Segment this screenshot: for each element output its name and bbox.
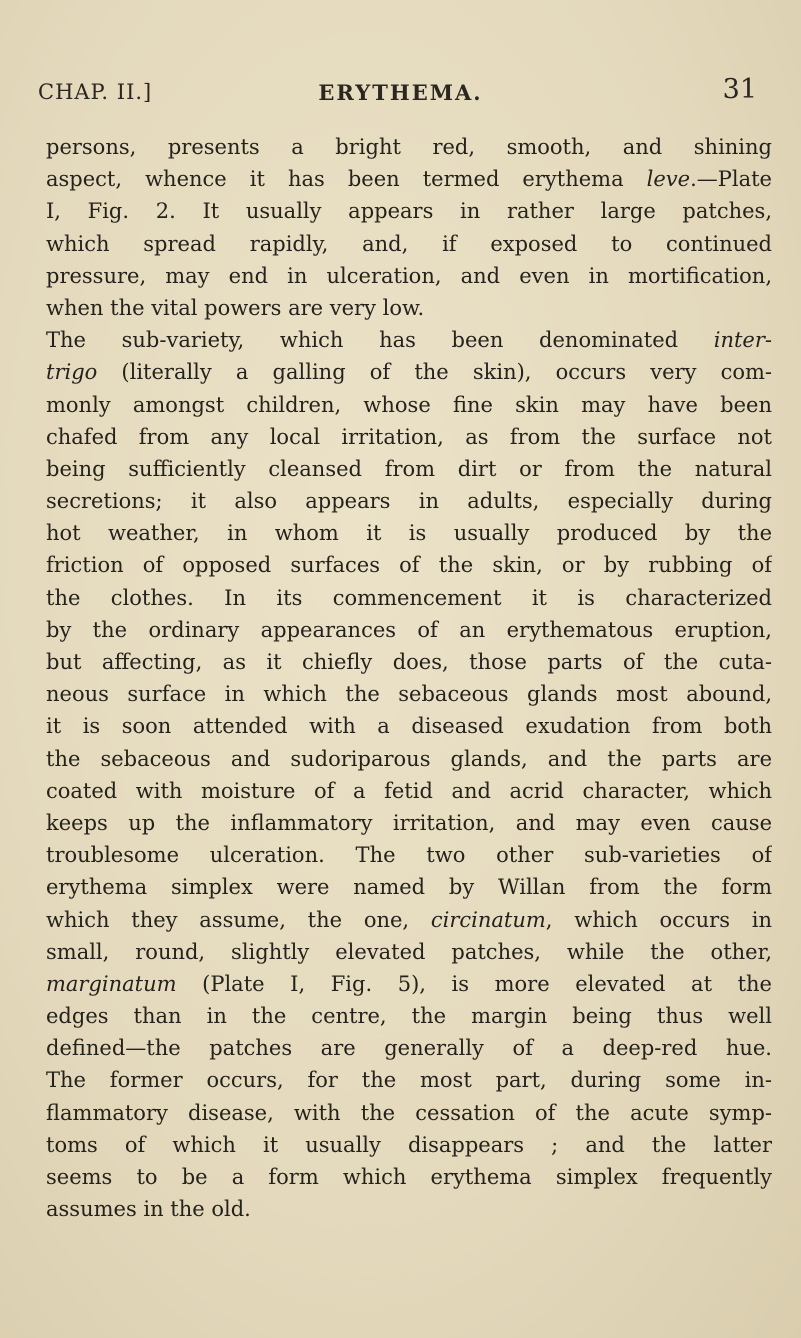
text-run: keeps up the inflammatory irritation, and may even cause (46, 810, 772, 835)
text-line (46, 1161, 772, 1193)
text-run: by the ordinary appearances of an erythematous eruption, (46, 617, 772, 642)
chapter-label: CHAP. II.] (38, 80, 153, 104)
text-line (46, 549, 772, 581)
text-run: troublesome ulceration. The two other sub-varieties of (46, 843, 772, 868)
text-line (46, 1064, 772, 1096)
text-line (46, 1193, 772, 1225)
text-run: persons, presents a bright red, smooth, and shining (46, 135, 772, 159)
running-head (38, 74, 763, 116)
italic-term: inter- (713, 328, 772, 353)
text-run: the sebaceous and sudoriparous glands, and the parts are (46, 746, 772, 771)
text-run: monly amongst children, whose fine skin may have been (46, 392, 772, 417)
text-run: , which occurs in (545, 907, 772, 932)
text-line (46, 710, 772, 742)
text-line (46, 807, 772, 839)
text-line (46, 582, 772, 614)
text-line (46, 775, 772, 807)
text-run: toms of which it usually disappears ; and the latter (46, 1132, 772, 1157)
running-title: ERYTHEMA. (318, 80, 483, 105)
page-number: 31 (722, 74, 757, 105)
text-line (46, 646, 772, 678)
text-line (46, 1129, 772, 1161)
text-line (46, 871, 772, 903)
text-line (46, 421, 772, 453)
text-line (46, 356, 772, 388)
text-run: friction of opposed surfaces of the skin, or by rubbing of (46, 553, 772, 578)
text-run: I, Fig. 2. It usually appears in rather large patches, (46, 199, 772, 224)
text-line (46, 389, 772, 421)
text-run: aspect, whence it has been termed erythema (46, 167, 647, 192)
text-run: The former occurs, for the most part, during some in- (46, 1068, 772, 1093)
text-run: it is soon attended with a diseased exudation from both (46, 714, 772, 739)
italic-term: trigo (46, 360, 98, 385)
text-line (46, 904, 772, 936)
text-run: pressure, may end in ulceration, and even in mortification, (46, 263, 772, 288)
text-run: secretions; it also appears in adults, especially during (46, 489, 772, 514)
text-run: The sub-variety, which has been denominated (46, 328, 714, 353)
text-line (46, 163, 772, 195)
text-line (46, 260, 772, 292)
italic-term: leve (646, 167, 691, 192)
text-run: but affecting, as it chiefly does, those parts of the cuta- (46, 650, 772, 674)
text-line (46, 1000, 772, 1032)
text-line (46, 678, 772, 710)
text-run: when the vital powers are very low. (46, 295, 425, 320)
text-line (46, 485, 772, 517)
text-line (46, 1032, 772, 1064)
text-run: hot weather, in whom it is usually produced by the (46, 521, 772, 546)
text-line (46, 195, 772, 227)
text-run: .—Plate (690, 167, 772, 192)
italic-term: circinatum (430, 907, 546, 932)
text-run: chafed from any local irritation, as from the surface not (46, 424, 772, 449)
text-line (46, 517, 772, 549)
text-run: small, round, slightly elevated patches, while the other, (46, 939, 772, 964)
text-line (46, 968, 772, 1000)
italic-term: marginatum (46, 971, 177, 996)
text-line (46, 292, 772, 324)
text-run: erythema simplex were named by Willan from the form (46, 875, 772, 900)
text-line (46, 743, 772, 775)
text-run: (Plate I, Fig. 5), is more elevated at the (176, 971, 772, 996)
text-run: (literally a galling of the skin), occurs very com- (97, 360, 772, 385)
text-run: neous surface in which the sebaceous glands most abound, (46, 682, 772, 707)
text-run: seems to be a form which erythema simplex frequently (46, 1165, 772, 1189)
text-run: the clothes. In its commencement it is characterized (46, 585, 772, 610)
body-text (46, 131, 772, 1225)
text-run: assumes in the old. (46, 1197, 251, 1222)
text-run: coated with moisture of a fetid and acrid character, which (46, 778, 772, 803)
text-line (46, 131, 772, 163)
text-run: which they assume, the one, (46, 907, 431, 932)
text-run: edges than in the centre, the margin being thus well (46, 1004, 772, 1029)
text-run: defined—the patches are generally of a deep-red hue. (46, 1036, 772, 1061)
text-line (46, 1097, 772, 1129)
text-run: which spread rapidly, and, if exposed to continued (46, 231, 772, 256)
text-line (46, 614, 772, 646)
text-run: flammatory disease, with the cessation of the acute symp- (46, 1100, 772, 1125)
text-run: being sufficiently cleansed from dirt or from the natural (46, 456, 772, 481)
text-line (46, 228, 772, 260)
text-line (46, 839, 772, 871)
text-line (46, 936, 772, 968)
text-line (46, 453, 772, 485)
text-line (46, 324, 772, 356)
